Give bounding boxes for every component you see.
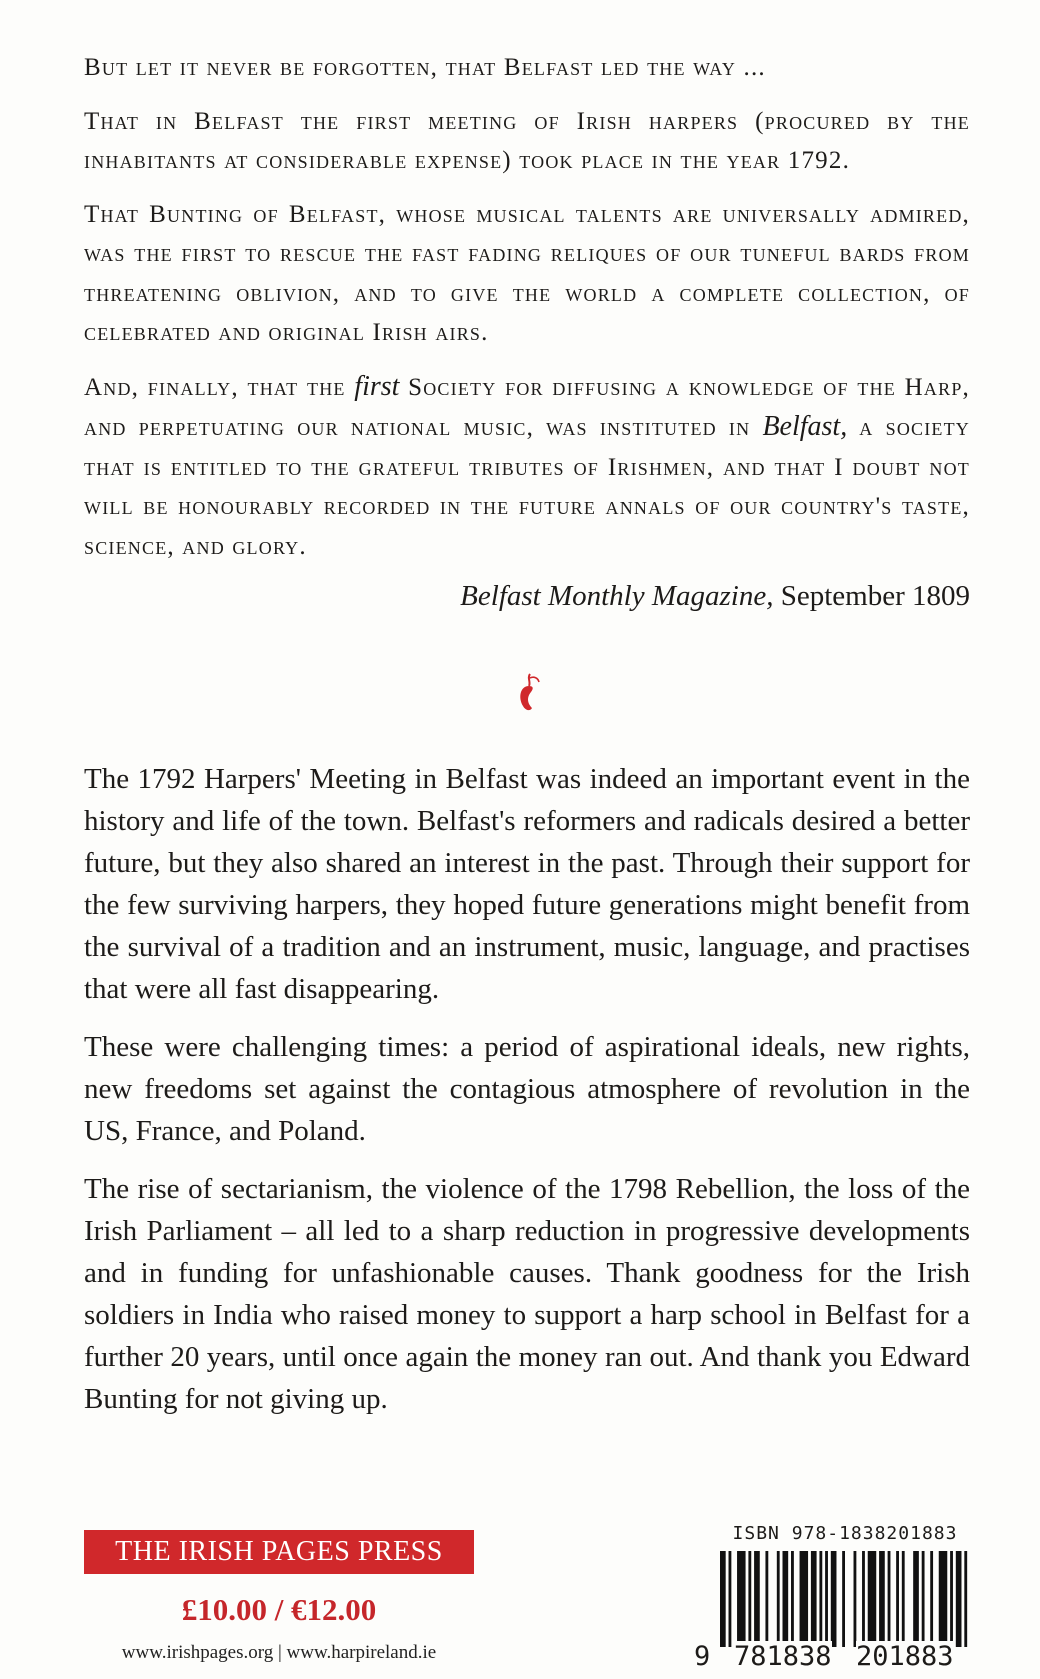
quote-p4-part-e: a society that is entitled to the grateful tributes of Irishmen, and that I doubt not will be honourably recorded in the future annals of our country's taste, science, and glory. <box>84 414 971 560</box>
quote-p4-part-a: And, finally, that the <box>84 373 355 401</box>
historical-quote <box>84 48 970 580</box>
barcode-digits-right: 201883 <box>856 1641 954 1672</box>
isbn-label: ISBN 978-1838201883 <box>732 1523 958 1544</box>
price: £10.00 / €12.00 <box>181 1592 377 1627</box>
website-links: www.irishpages.org | www.harpireland.ie <box>121 1642 437 1663</box>
quote-paragraph-2: That in Belfast the first meeting of Irish harpers (procured by the inhabitants at considerable expense) took place in the year 1792. <box>84 107 970 174</box>
blurb-paragraph-3: The rise of sectarianism, the violence of the 1798 Rebellion, the loss of the Irish Parliament – all led to a sharp reduction in progressive developments and in funding for unfashionable causes. Thank goodness for the Irish soldiers in India who raised money to support a harp school in Belfast for a further 20 years, until once again the money ran out. And thank you Edward Bunting for not giving up. <box>84 1173 970 1415</box>
quote-paragraph-3: That Bunting of Belfast, whose musical talents are universally admired, was the first to rescue the fast fading reliques of our tuneful bards from threatening oblivion, and to give the world a complete collection, of celebrated and original Irish airs. <box>84 200 970 346</box>
quote-p4-italic-belfast: Belfast, <box>762 411 848 442</box>
publisher-banner: THE IRISH PAGES PRESS <box>84 1530 474 1574</box>
blurb-text <box>84 758 970 1436</box>
quote-p4-italic-first: first <box>354 370 400 402</box>
barcode-digits-left: 781838 <box>734 1641 832 1672</box>
quote-paragraph-4 <box>84 367 970 567</box>
quote-p4-part-c: Society for diffusing a knowledge of the Harp, and perpetuating our national music, was instituted in <box>84 373 970 441</box>
barcode-bars <box>720 1551 970 1647</box>
quote-paragraph-1: But let it never be forgotten, that Belfast led the way ... <box>84 54 766 81</box>
red-flower-ornament-icon <box>514 668 544 718</box>
isbn-barcode <box>694 1523 970 1673</box>
blurb-paragraph-1: The 1792 Harpers' Meeting in Belfast was indeed an important event in the history and life of the town. Belfast's reformers and radicals desired a better future, but they also shared an interest in the past. Through their support for the few surviving harpers, they hoped future generations might benefit from the survival of a tradition and an instrument, music, language, and practises that were all fast disappearing. <box>84 763 970 1005</box>
attribution-date: September 1809 <box>773 580 970 612</box>
attribution-source: Belfast Monthly Magazine, <box>460 580 774 612</box>
barcode-digit-first: 9 <box>694 1641 711 1672</box>
quote-attribution <box>460 580 970 613</box>
blurb-paragraph-2: These were challenging times: a period of aspirational ideals, new rights, new freedoms set against the contagious atmosphere of revolution in the US, France, and Poland. <box>84 1031 970 1147</box>
